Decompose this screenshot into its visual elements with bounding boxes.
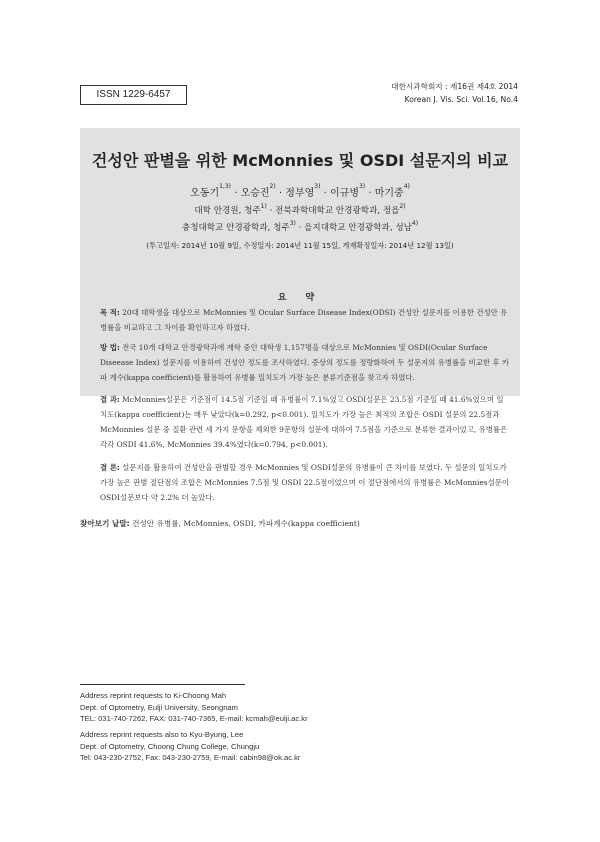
author-separator: · [323,188,327,199]
keywords-text: 건성안 유병률, McMonnies, OSDI, 카파계수(kappa coefficient) [132,519,360,528]
footnote-line: Address reprint requests to Ki-Choong Mah [80,691,227,700]
author-name: 이규병 [330,188,359,199]
affiliation: 대학 안경원, 청주 [194,206,261,216]
section-text: 설문지를 활용하여 건성안을 판별할 경우 McMonnies 및 OSDI설문의 유병률이 큰 차이를 보였다. 두 설문의 일치도가 가장 높은 판별 절단점의 조합은 McMonnies 7.5점 및 OSDI 22.5점이었으며 이 절단점에서의 유병률은 McMonnies설문이 OSDI설문보다 약 2.2% 더 높았다. [100,463,510,502]
author-sup: 4) [403,183,410,190]
footnote-line: Dept. of Optometry, Eulji University, Seongnam [80,702,238,712]
author-name: 오승진 [240,188,270,199]
affiliation: · 전북과학대학교 안경광학과, 정읍 [269,206,400,216]
abstract-results [100,392,510,452]
author-separator: · [278,188,283,199]
footnote-divider [80,684,245,685]
keywords-label: 찾아보기 낱말: [80,519,130,528]
author-sup: 1,3) [219,183,231,190]
journal-ko: 대한시과학회지 : 제16권 제4호 2014 [391,82,518,91]
author-separator: · [368,188,372,199]
affiliation-sup: 1) [260,203,267,210]
section-label: 목 적: [100,308,120,317]
issn-box: ISSN 1229-6457 [80,85,187,105]
journal-en: Korean J. Vis. Sci. Vol.16, No.4 [404,95,518,104]
footnote-line: Tel: 043-230-2752, Fax: 043-230-2759, E-mail: cabin98@ok.ac.kr [80,753,301,762]
affiliation-sup: 3) [289,220,296,227]
author-separator: · [234,188,238,199]
abstract-heading: 요 약 [277,293,323,303]
section-text: 20대 대학생을 대상으로 McMonnies 및 Ocular Surface Disease Index(ODSI) 건성안 설문지를 이용한 건성안 유병률을 비교하고 그 차이를 확인하고자 하였다. [100,308,508,332]
footnote-line: Address reprint requests also to Kyu-Byung, Lee [80,730,244,739]
abstract-purpose [100,305,510,335]
journal-citation [391,80,518,106]
author-name: 오동기 [190,188,220,199]
section-label: 결 론: [100,463,120,472]
abstract-methods [100,340,510,385]
abstract-conclusion [100,460,510,505]
section-label: 결 과: [100,395,120,404]
keywords [80,518,360,529]
footnote-correspondence-1 [80,690,308,725]
author-list [80,184,520,199]
affiliation-sup: 4) [411,220,419,227]
affiliation-sup: 2) [399,203,406,210]
author-name: 마기중 [374,188,404,199]
footnote-line: Dept. of Optometry, Choong Chung College, Chungju [80,741,260,751]
affiliation-line-1 [80,204,520,216]
author-sup: 2) [269,183,276,190]
author-sup: 3) [314,183,321,190]
affiliation: 충청대학교 안경광학과, 청주 [181,223,290,233]
paper-title: 건성안 판별을 위한 McMonnies 및 OSDI 설문지의 비교 [91,151,509,170]
footnote-line: TEL: 031-740-7262, FAX: 031-740-7365, E-mail: kcmah@eulji.ac.kr [80,714,308,723]
submission-dates: (투고일자: 2014년 10월 9일, 수정일자: 2014년 11월 15일, 게재확정일자: 2014년 12월 13일) [146,241,454,250]
section-text: 전국 10개 대학교 안경광학과에 재학 중인 대학생 1,157명을 대상으로 McMonnies 및 OSDI(Ocular Surface Diseease Index) 설문지를 이용하여 건성안 정도를 조사하였다. 증상의 정도를 정량화하여 두 설문지의 유병률을 비교한 후 카파 계수(kappa coefficient)를 활용하여 유병률 일치도가 가장 높은 분류기준점을 찾고자 하였다. [100,343,509,382]
author-name: 정부영 [285,188,315,199]
section-text: McMonnies설문은 기준점이 14.5점 기준일 때 유병률이 7.1%였고 OSDI설문은 23.5점 기준일 때 41.6%였으며 일치도(kappa coefficient)는 매우 낮았다(k=0.292, p<0.001). 일치도가 가장 높은 최적의 조합은 OSDI 설문의 22.5점과 McMonnies 설문 중 질환 관련 세 가지 문항을 제외한 9문항의 설문에 대하여 7.5점을 기준으로 분류한 결과이었고, 유병률은 각각 OSDI 41.6%, McMonnies 39.4%였다(k=0.794, p<0.001). [100,395,508,449]
affiliation-line-2 [80,221,520,233]
affiliation: · 을지대학교 안경광학과, 성남 [298,223,412,233]
footnote-correspondence-2 [80,729,300,764]
author-sup: 3) [358,183,366,190]
section-label: 방 법: [100,343,120,352]
